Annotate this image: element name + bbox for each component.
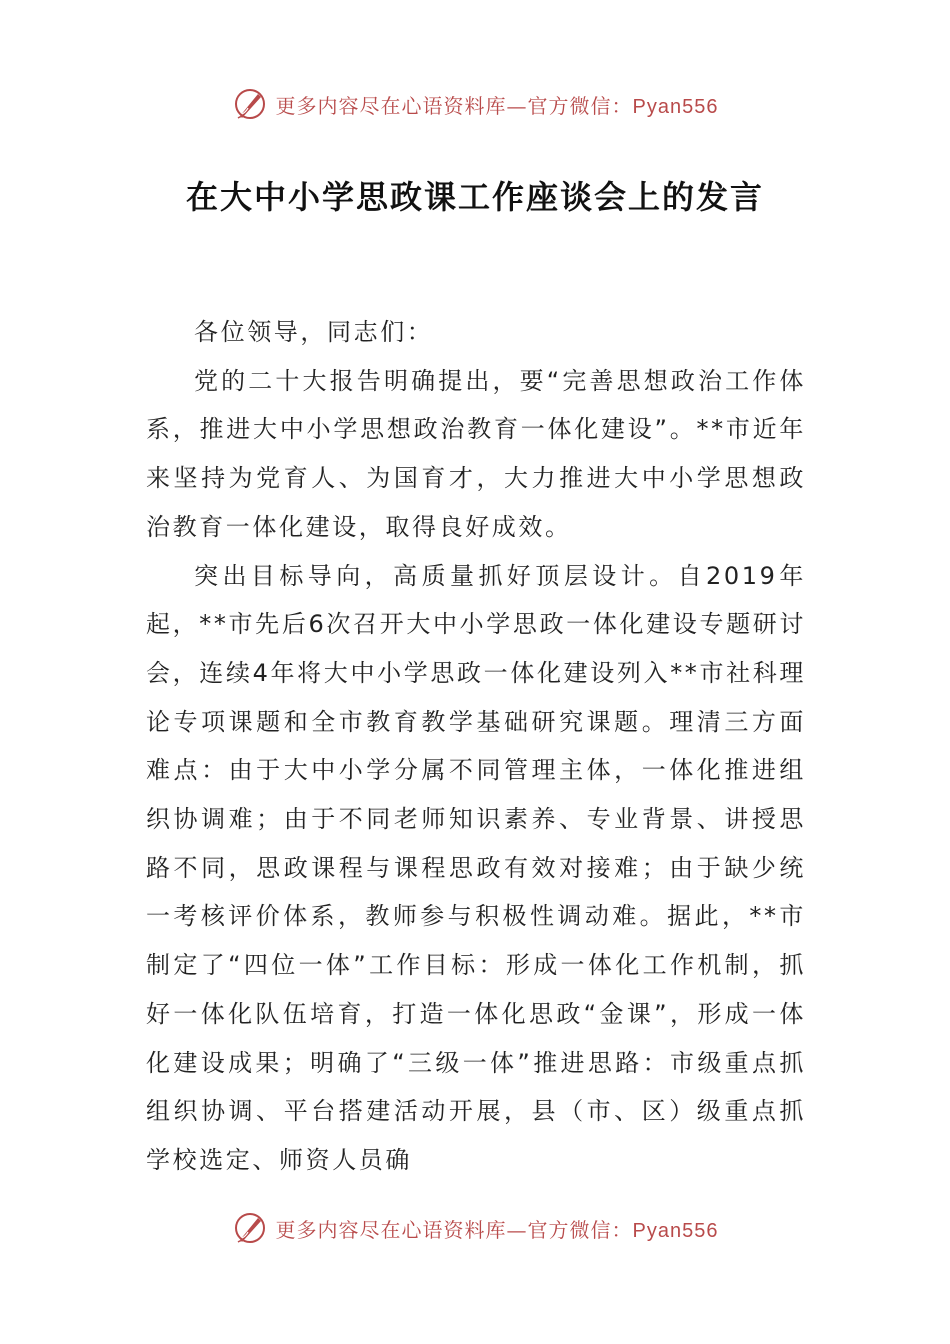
quill-pen-circle-icon [232,86,268,122]
wechat-id: Pyan556 [632,1219,719,1242]
salutation-paragraph: 各位领导，同志们： [194,318,434,346]
footer-banner [0,1206,950,1250]
body-paragraph: 突出目标导向，高质量抓好顶层设计。自2019年起，**市先后6次召开大中小学思政一体化建设专题研讨会，连续4年将大中小学思政一体化建设列入**市社科理论专项课题和全市教育教学基础研究课题。理清三方面难点：由于大中小学分属不同管理主体，一体化推进组织协调难；由于不同老师知识素养、专业背景、讲授思路不同，思政课程与课程思政有效对接难；由于缺少统一考核评价体系，教师参与积极性调动难。据此，**市制定了“四位一体”工作目标：形成一体化工作机制，抓好一体化队伍培育，打造一体化思政“金课”，形成一体化建设成果；明确了“三级一体”推进思路：市级重点抓组织协调、平台搭建活动开展，县（市、区）级重点抓学校选定、师资人员确 [146,561,806,1174]
banner-text: 更多内容尽在心语资料库—官方微信：Pyan556 [275,93,719,118]
body-paragraph: 党的二十大报告明确提出，要“完善思想政治工作体系，推进大中小学思想政治教育一体化建设”。**市近年来坚持为党育人、为国育才，大力推进大中小学思想政治教育一体化建设，取得良好成效。 [146,366,806,541]
document-title: 在大中小学思政课工作座谈会上的发言 [185,178,764,216]
document-body [146,308,806,1185]
header-banner [0,82,950,126]
wechat-id: Pyan556 [632,95,719,118]
banner-text: 更多内容尽在心语资料库—官方微信：Pyan556 [275,1217,719,1242]
quill-pen-circle-icon [232,1210,268,1246]
